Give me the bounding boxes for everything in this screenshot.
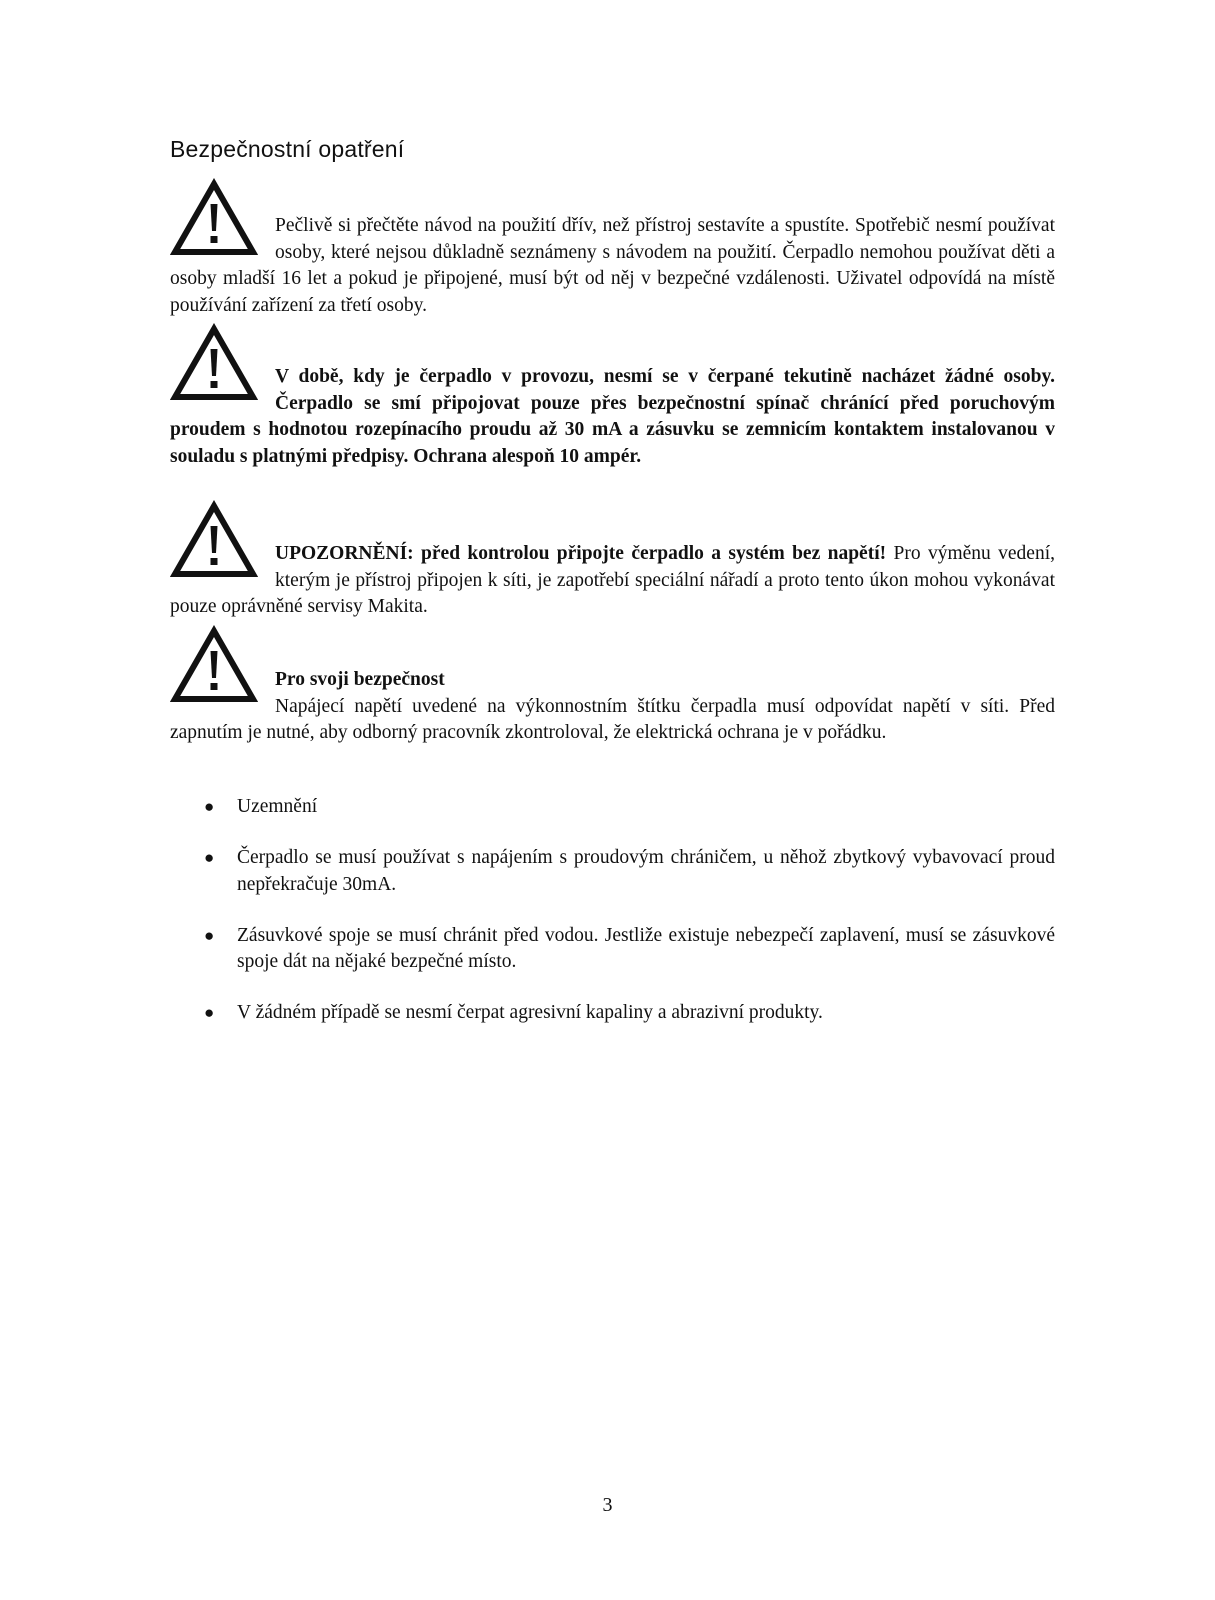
safety-bullet-list bbox=[170, 794, 1055, 1051]
warning-text-instructions: Pečlivě si přečtěte návod na použití dřív, než přístroj sestavíte a spustíte. Spotřebič nesmí používat osoby, které nejsou důkladně seznámeny s návodem na použití. Čerpadlo nemohou používat děti a osoby mladší 16 let a pokud je připojené, musí být od něj v bezpečné vzdálenosti. Uživatel odpovídá na místě používání zařízení za třetí osoby. bbox=[170, 215, 1055, 316]
warning-emphasis: UPOZORNĚNÍ: před kontrolou připojte čerpadlo a systém bez napětí! bbox=[275, 543, 887, 564]
warning-block-service bbox=[170, 500, 1055, 621]
list-item bbox=[170, 1000, 1055, 1027]
warning-text-service bbox=[170, 500, 1055, 621]
list-item bbox=[170, 794, 1055, 821]
bullet-icon: ● bbox=[204, 848, 215, 867]
page-number: 3 bbox=[602, 1494, 613, 1516]
warning-block-operation bbox=[170, 323, 1055, 470]
warning-text-safety bbox=[170, 625, 1055, 747]
list-item-text: Zásuvkové spoje se musí chránit před vodou. Jestliže existuje nebezpečí zaplavení, musí se zásuvkové spoje dát na nějaké bezpečné místo. bbox=[237, 924, 1055, 972]
bullet-icon: ● bbox=[204, 925, 215, 945]
warning-block-instructions bbox=[170, 176, 1055, 319]
list-item-text: Uzemnění bbox=[237, 796, 318, 817]
warning-triangle-icon bbox=[170, 500, 258, 580]
warning-triangle-icon bbox=[170, 323, 258, 403]
list-item-text: V žádném případě se nesmí čerpat agresivní kapaliny a abrazivní produkty. bbox=[237, 1002, 823, 1023]
warning-body: Pro výměnu vedení, kterým je přístroj připojen k síti, je zapotřebí speciální nářadí a proto tento úkon mohou vykonávat pouze oprávněné servisy Makita. bbox=[170, 543, 1056, 617]
warning-triangle-icon bbox=[170, 625, 258, 705]
bullet-icon: ● bbox=[204, 797, 215, 816]
page-title: Bezpečnostní opatření bbox=[170, 136, 405, 162]
warning-block-safety bbox=[170, 625, 1055, 747]
list-item-text: Čerpadlo se musí používat s napájením s proudovým chráničem, u něhož zbytkový vybavovací proud nepřekračuje 30mA. bbox=[237, 847, 1055, 895]
list-item bbox=[170, 923, 1055, 976]
warning-body: Napájecí napětí uvedené na výkonnostním štítku čerpadla musí odpovídat napětí v síti. Před zapnutím je nutné, aby odborný pracovník zkontroloval, že elektrická ochrana je v pořádku. bbox=[170, 695, 1055, 743]
warning-text-operation: V době, kdy je čerpadlo v provozu, nesmí se v čerpané tekutině nacházet žádné osoby. Čerpadlo se smí připojovat pouze přes bezpečnostní spínač chránící před poruchovým proudem s hodnotou rozepínacího proudu až 30 mA a zásuvku se zemnicím kontaktem instalovanou v souladu s platnými předpisy. Ochrana alespoň 10 ampér. bbox=[170, 366, 1055, 467]
warning-heading: Pro svoji bezpečnost bbox=[275, 669, 445, 690]
warning-triangle-icon bbox=[170, 178, 258, 258]
bullet-icon: ● bbox=[204, 1003, 215, 1022]
list-item bbox=[170, 845, 1055, 898]
